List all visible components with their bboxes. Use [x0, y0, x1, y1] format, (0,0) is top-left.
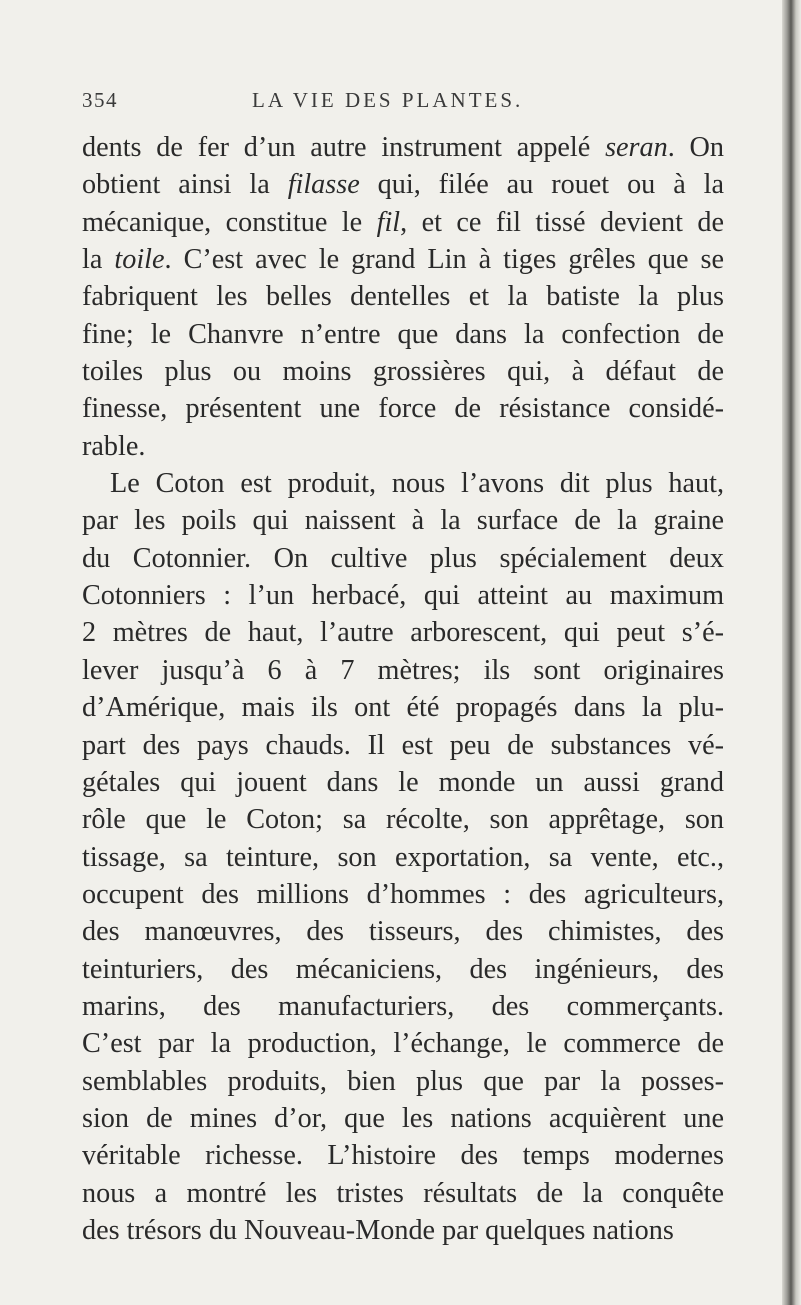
page-binding-edge [782, 0, 801, 1305]
text-line: toiles plus ou moins grossières qui, à défaut de [82, 356, 724, 388]
text-line: véritable richesse. L’histoire des temps modernes [82, 1140, 724, 1172]
text-line: Cotonniers : l’un herbacé, qui atteint au maximum [82, 580, 724, 612]
page-number: 354 [82, 88, 118, 112]
running-title: LA VIE DES PLANTES. [252, 88, 524, 112]
text-line: C’est par la production, l’échange, le commerce de [82, 1028, 724, 1060]
text-line: semblables produits, bien plus que par la posses- [82, 1065, 724, 1097]
text-line: fabriquent les belles dentelles et la batiste la plus [82, 281, 724, 313]
text-line: 2 mètres de haut, l’autre arborescent, qui peut s’é- [82, 617, 724, 649]
text-line: des trésors du Nouveau-Monde par quelques nations [82, 1214, 674, 1246]
text-line: fine; le Chanvre n’entre que dans la confection de [82, 318, 724, 350]
text-line: sion de mines d’or, que les nations acquièrent une [82, 1102, 724, 1134]
text-line: rable. [82, 430, 146, 462]
text-line: d’Amérique, mais ils ont été propagés dans la plu- [82, 692, 724, 724]
text-line: occupent des millions d’hommes : des agriculteurs, [82, 878, 724, 910]
page-header [82, 88, 722, 118]
body-text [82, 129, 724, 1249]
text-line: dents de fer d’un autre instrument appelé seran. On [82, 132, 724, 163]
text-line: part des pays chauds. Il est peu de substances vé- [82, 729, 724, 761]
text-line: du Cotonnier. On cultive plus spécialement deux [82, 542, 724, 574]
text-line: mécanique, constitue le fil, et ce fil tissé devient de [82, 206, 724, 238]
text-line: gétales qui jouent dans le monde un aussi grand [82, 766, 724, 798]
text-line: lever jusqu’à 6 à 7 mètres; ils sont originaires [82, 654, 724, 686]
text-line: marins, des manufacturiers, des commerçants. [82, 990, 724, 1022]
text-line: rôle que le Coton; sa récolte, son apprêtage, son [82, 804, 724, 836]
text-line: finesse, présentent une force de résistance considé- [82, 393, 724, 425]
text-line: obtient ainsi la filasse qui, filée au rouet ou à la [82, 169, 724, 201]
text-line: la toile. C’est avec le grand Lin à tiges grêles que se [82, 244, 724, 276]
text-line: nous a montré les tristes résultats de la conquête [82, 1177, 724, 1209]
text-line: teinturiers, des mécaniciens, des ingénieurs, des [82, 953, 724, 985]
text-line: des manœuvres, des tisseurs, des chimistes, des [82, 916, 724, 948]
text-line: tissage, sa teinture, son exportation, sa vente, etc., [82, 841, 724, 873]
text-line: Le Coton est produit, nous l’avons dit plus haut, [110, 468, 724, 500]
text-line: par les poils qui naissent à la surface de la graine [82, 505, 724, 537]
